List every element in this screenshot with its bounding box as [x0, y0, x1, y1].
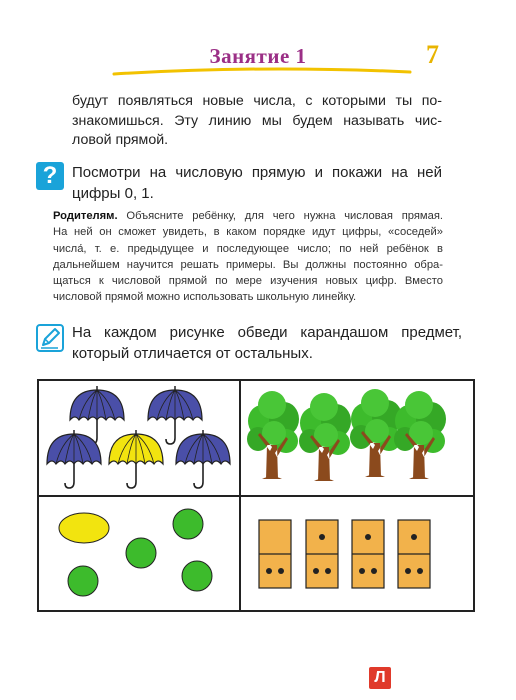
green-circle: [126, 538, 156, 568]
domino: [398, 520, 430, 588]
parents-line: На ней он сможет увидеть, в каком порядке идут цифры, «соседей»: [53, 226, 443, 239]
page-number: 7: [426, 40, 439, 69]
domino: [306, 520, 338, 588]
task1-line: Посмотри на числовую прямую и покажи на ней: [72, 164, 442, 181]
parents-line: щаться к числовой прямой по мере изучения новых цифр. Вместо: [53, 275, 443, 288]
parents-line: числа́, т. е. предыдущее и последующее число; по ней ребёнок в: [53, 242, 443, 255]
green-circle: [68, 566, 98, 596]
intro-line: знакомишься. Эту линию мы будем называть чис-: [72, 112, 442, 129]
parents-note: [53, 208, 443, 306]
pencil-icon: [36, 324, 64, 352]
umbrella-yellow[interactable]: [109, 430, 163, 488]
domino: [259, 520, 291, 588]
title-underline: [112, 66, 412, 78]
yellow-oval[interactable]: [59, 513, 109, 543]
green-circle: [182, 561, 212, 591]
task2-line: На каждом рисунке обведи карандашом предмет,: [72, 324, 462, 341]
umbrellas-panel: [39, 381, 239, 495]
parents-line: дальнейшем научится решать примеры. Вы должны постоянно обра-: [53, 258, 443, 271]
page-title: Занятие 1: [209, 44, 307, 68]
intro-text: [72, 92, 442, 151]
parents-line: [53, 208, 443, 224]
task2-line: который отличается от остальных.: [72, 345, 313, 362]
umbrella-blue: [176, 430, 230, 488]
domino: [352, 520, 384, 588]
tree: [299, 393, 351, 481]
intro-line: ловой прямой.: [72, 132, 169, 148]
picture-grid: [37, 379, 475, 612]
shapes-panel: [39, 497, 239, 612]
tree: [350, 389, 402, 477]
publisher-logo: Л: [369, 667, 391, 689]
tree: [394, 391, 446, 479]
tree: [247, 391, 299, 479]
task2-text: [72, 322, 462, 364]
dominoes-panel: [241, 497, 475, 612]
question-icon: ?: [36, 162, 64, 190]
trees-panel: [241, 381, 475, 495]
umbrella-blue: [47, 430, 101, 488]
parents-lead: Родителям.: [53, 210, 118, 222]
task1-line: цифры 0, 1.: [72, 185, 154, 202]
green-circle: [173, 509, 203, 539]
parents-line: числовой прямой можно использовать школьную линейку.: [53, 291, 357, 304]
parents-text: Объясните ребёнку, для чего нужна числовая прямая.: [117, 210, 443, 222]
intro-line: будут появляться новые числа, с которыми ты по-: [72, 93, 442, 109]
task1-text: [72, 162, 442, 204]
